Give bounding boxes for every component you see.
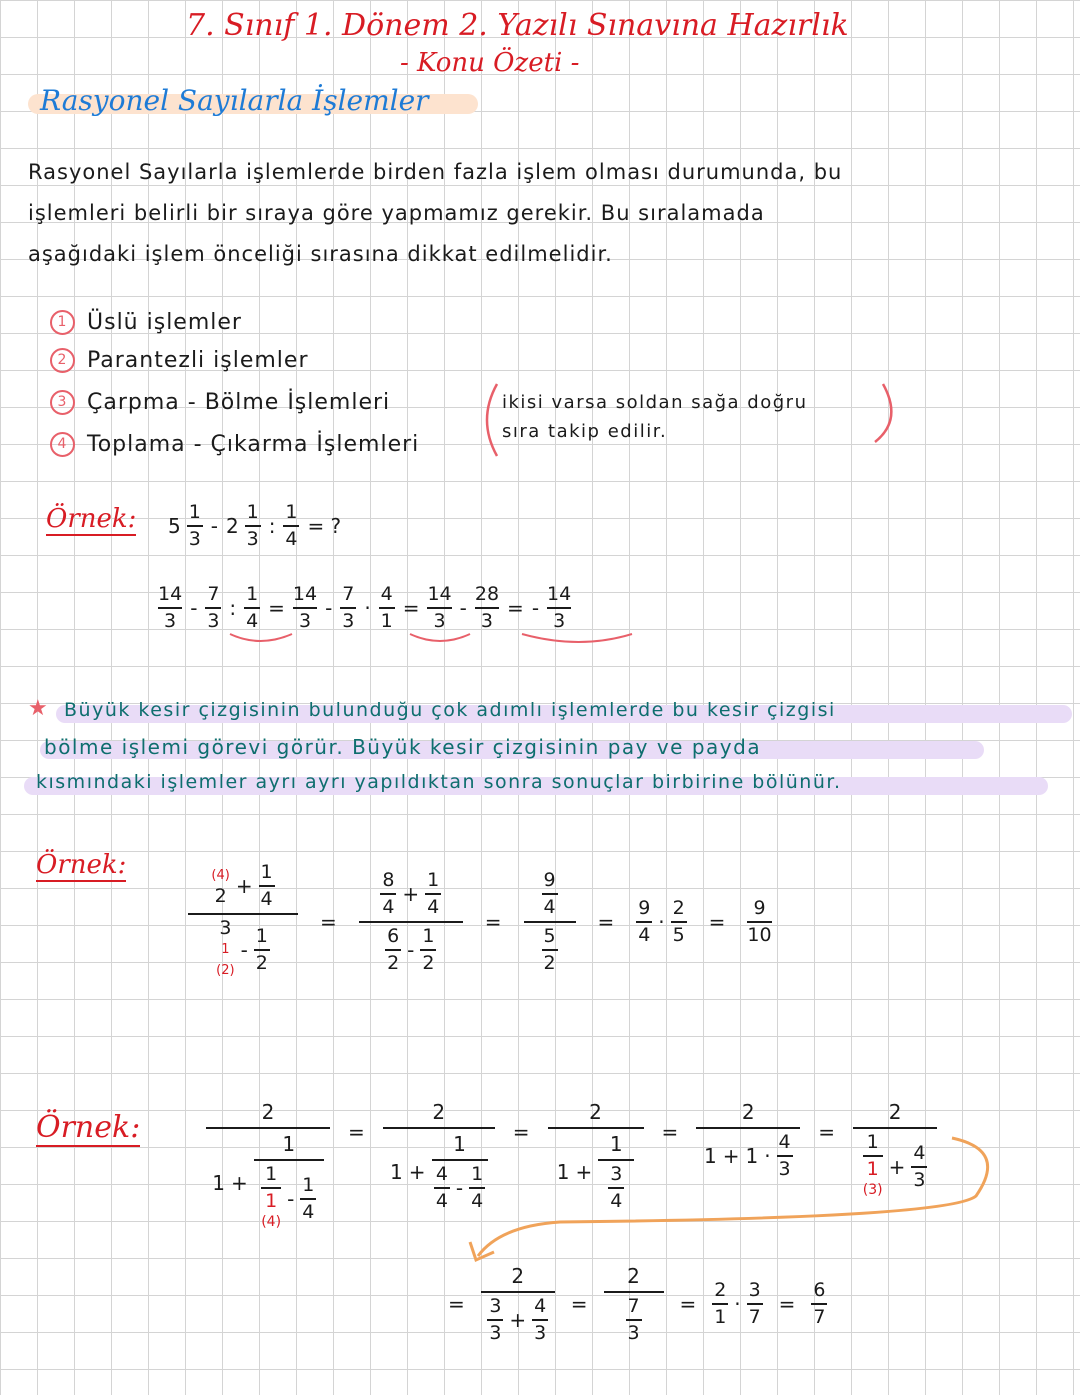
note-line-1: ikisi varsa soldan sağa doğru — [502, 392, 808, 413]
continuation-arrow-icon — [460, 1130, 1000, 1270]
continued-fraction: 2 1 + 1 · $\frac{4}{3}$ — [696, 1100, 800, 1180]
intro-line-2: işlemleri belirli bir sıraya göre yapmamız gerekir. Bu sıralamada — [28, 201, 765, 225]
complex-fraction: $\frac{2}{\frac{7}{3}}$ — [604, 1264, 664, 1344]
section-title: Rasyonel Sayılarla İşlemler — [40, 84, 429, 117]
continued-fraction: 2 1 + 1 $\frac{4}{4}$ - $\frac{1}{4}$ — [383, 1100, 495, 1212]
priority-label: Toplama - Çıkarma İşlemleri — [87, 432, 420, 457]
fraction: $\frac{1}{3}$ — [246, 501, 259, 550]
complex-fraction: $\frac{8}{4}$ + $\frac{1}{4}$ $\frac{6}{2}$ - $\frac{1}{2}$ — [359, 870, 463, 974]
continued-fraction: 2 1 + $\frac{1}{\frac{3}{4}}$ — [548, 1100, 644, 1212]
example-2-expression: (4) 2 + $\frac{1}{4}$ 3 1 (2) - $\frac{1}{2}$ = $\frac{8}{4}$ + $\frac{1}{4}$ $\frac{6}{2}$ - $\frac{1}{2}$ = $\frac{\frac{9}{4}}{\frac{5}{2}}$ = $\frac{9}{4}$ · $\frac{2}{5}$ = $\frac{9}{10}$ — [188, 862, 772, 981]
priority-label: Çarpma - Bölme İşlemleri — [87, 390, 391, 415]
example-1-label: Örnek: — [46, 504, 137, 534]
rule-line-2: bölme işlemi görevi görür. Büyük kesir çizgisinin pay ve payda — [44, 735, 762, 759]
example-3-label: Örnek: — [36, 1110, 141, 1145]
continued-fraction: 2 1 + 1 1 1 (4) - $\frac{1}{4}$ — [206, 1100, 330, 1233]
priority-item-4 — [50, 432, 419, 457]
number-circle-icon: 4 — [50, 432, 75, 457]
whole-part: 2 — [225, 514, 239, 538]
intro-line-3: aşağıdaki işlem önceliği sırasına dikkat edilmelidir. — [28, 242, 613, 266]
number-circle-icon: 2 — [50, 348, 75, 373]
fraction: $\frac{1}{3}$ — [188, 501, 201, 550]
priority-item-2 — [50, 348, 309, 373]
priority-label: Parantezli işlemler — [87, 348, 309, 373]
rule-line-3: kısmındaki işlemler ayrı ayrı yapıldıktan sonra sonuçlar birbirine bölünür. — [36, 771, 842, 793]
priority-item-3 — [50, 390, 390, 415]
priority-item-1 — [50, 310, 242, 335]
example-1-question: 5 $\frac{1}{3}$ - 2 $\frac{1}{3}$ : $\frac{1}{4}$ = ? — [168, 501, 342, 550]
rule-line-1: Büyük kesir çizgisinin bulunduğu çok adımlı işlemlerde bu kesir çizgisi — [64, 699, 836, 721]
fraction: $\frac{1}{4}$ — [285, 501, 298, 550]
complex-fraction: (4) 2 + $\frac{1}{4}$ 3 1 (2) - $\frac{1}{2}$ — [188, 862, 298, 981]
page-subtitle: - Konu Özeti - — [400, 48, 580, 78]
complex-fraction: $\frac{\frac{9}{4}}{\frac{5}{2}}$ — [524, 870, 576, 974]
result-fraction: $\frac{9}{10}$ — [747, 896, 772, 946]
note-line-2: sıra takip edilir. — [502, 421, 668, 442]
number-circle-icon: 1 — [50, 310, 75, 335]
intro-line-1: Rasyonel Sayılarla işlemlerde birden fazla işlem olması durumunda, bu — [28, 160, 843, 184]
whole-part: 5 — [168, 514, 181, 538]
result-fraction: $\frac{6}{7}$ — [813, 1279, 826, 1328]
star-icon: ★ — [28, 696, 48, 721]
example-2-label: Örnek: — [36, 850, 127, 880]
example-3-expression: 2 1 + 1 1 1 (4) - $\frac{1}{4}$ = 2 1 + 1 $\frac{4}{4}$ - $\frac{1}{4}$ = 2 1 + $\frac{1}{\frac{3}{4}}$ = 2 1 + 1 · $\frac{4}{3}$ = 2 1 1 (3) + $\frac{4}{3}$ — [206, 1100, 937, 1233]
number-circle-icon: 3 — [50, 390, 75, 415]
priority-label: Üslü işlemler — [87, 310, 242, 335]
page-title: 7. Sınıf 1. Dönem 2. Yazılı Sınavına Hazırlık — [186, 8, 849, 43]
complex-fraction: 2 $\frac{3}{3}$ + $\frac{4}{3}$ — [481, 1264, 555, 1344]
example-1-solution: $\frac{14}{3}$ - $\frac{7}{3}$ : $\frac{1}{4}$ = $\frac{14}{3}$ - $\frac{7}{3}$ · $\frac{4}{1}$ = $\frac{14}{3}$ - $\frac{28}{3}$ = - $\frac{14}{3}$ — [158, 583, 572, 632]
continued-fraction: 2 1 1 (3) + $\frac{4}{3}$ — [853, 1100, 937, 1201]
example-3-continuation: = 2 $\frac{3}{3}$ + $\frac{4}{3}$ = $\frac{2}{\frac{7}{3}}$ = $\frac{2}{1}$ · $\frac{3}{7}$ = $\frac{6}{7}$ — [448, 1264, 826, 1344]
example-1-underline-marks — [220, 628, 640, 652]
